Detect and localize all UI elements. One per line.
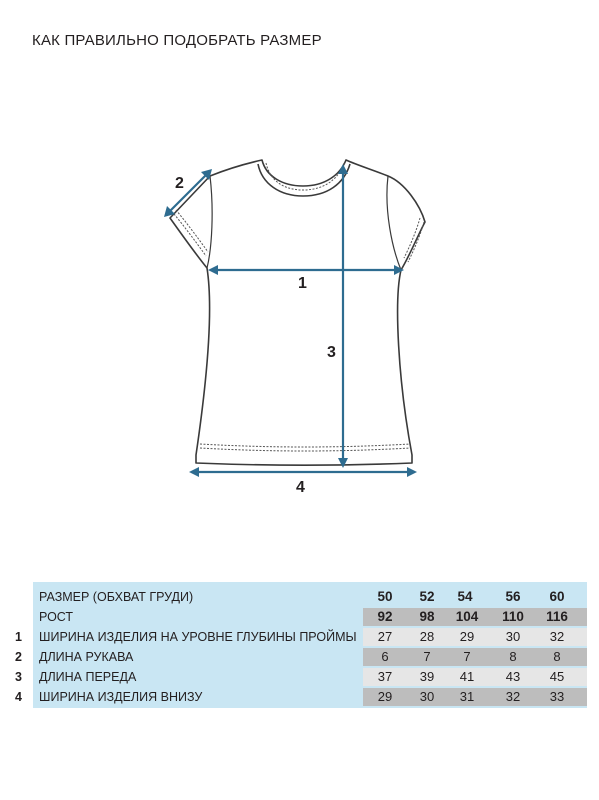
height-cell: 104 <box>455 609 479 624</box>
measure-label-1: 1 <box>298 275 307 292</box>
height-cells <box>363 608 587 626</box>
height-label: РОСТ <box>39 610 74 624</box>
row-cells <box>363 648 587 666</box>
row-label: ДЛИНА ПЕРЕДА <box>39 670 137 684</box>
table-cell: 33 <box>549 689 565 704</box>
table-row <box>33 688 587 706</box>
size-cell: 50 <box>377 589 393 604</box>
row-label: ШИРИНА ИЗДЕЛИЯ ВНИЗУ <box>39 690 203 704</box>
table-cell: 43 <box>505 669 521 684</box>
row-number: 1 <box>15 630 22 644</box>
row-cells <box>363 628 587 646</box>
size-cell: 54 <box>457 589 473 604</box>
row-label: ШИРИНА ИЗДЕЛИЯ НА УРОВНЕ ГЛУБИНЫ ПРОЙМЫ <box>39 630 357 644</box>
table-cell: 8 <box>553 649 561 664</box>
header-label: РАЗМЕР (ОБХВАТ ГРУДИ) <box>39 590 194 604</box>
table-cell: 45 <box>549 669 565 684</box>
table-cell: 6 <box>381 649 389 664</box>
header-cells <box>363 588 587 606</box>
measure-label-2: 2 <box>175 175 184 192</box>
height-cell: 98 <box>419 609 435 624</box>
page-title: КАК ПРАВИЛЬНО ПОДОБРАТЬ РАЗМЕР <box>32 32 322 49</box>
measure-label-3: 3 <box>327 344 336 361</box>
table-cell: 32 <box>549 629 565 644</box>
table-cell: 7 <box>463 649 471 664</box>
table-cell: 27 <box>377 629 393 644</box>
measure-label-4: 4 <box>296 479 305 496</box>
table-cell: 7 <box>423 649 431 664</box>
table-cell: 32 <box>505 689 521 704</box>
table-header-row <box>33 588 587 606</box>
row-number: 4 <box>15 690 22 704</box>
height-cell: 116 <box>546 609 568 624</box>
table-cell: 30 <box>419 689 435 704</box>
size-cell: 60 <box>549 589 565 604</box>
table-row <box>33 668 587 686</box>
size-cell: 52 <box>419 589 435 604</box>
table-cell: 8 <box>509 649 517 664</box>
table-row <box>33 628 587 646</box>
table-cell: 28 <box>419 629 435 644</box>
table-cell: 31 <box>459 689 475 704</box>
row-cells <box>363 668 587 686</box>
size-cell: 56 <box>505 589 521 604</box>
table-cell: 41 <box>459 669 475 684</box>
row-label: ДЛИНА РУКАВА <box>39 650 134 664</box>
table-height-row <box>33 608 587 626</box>
row-number: 3 <box>15 670 22 684</box>
table-cell: 29 <box>459 629 475 644</box>
height-cell: 110 <box>502 609 524 624</box>
size-table <box>33 582 587 708</box>
row-cells <box>363 688 587 706</box>
table-cell: 39 <box>419 669 435 684</box>
table-cell: 30 <box>505 629 521 644</box>
table-cell: 29 <box>377 689 393 704</box>
height-cell: 92 <box>377 609 393 624</box>
table-cell: 37 <box>377 669 393 684</box>
row-number: 2 <box>15 650 22 664</box>
tshirt-outline <box>170 160 425 465</box>
table-row <box>33 648 587 666</box>
